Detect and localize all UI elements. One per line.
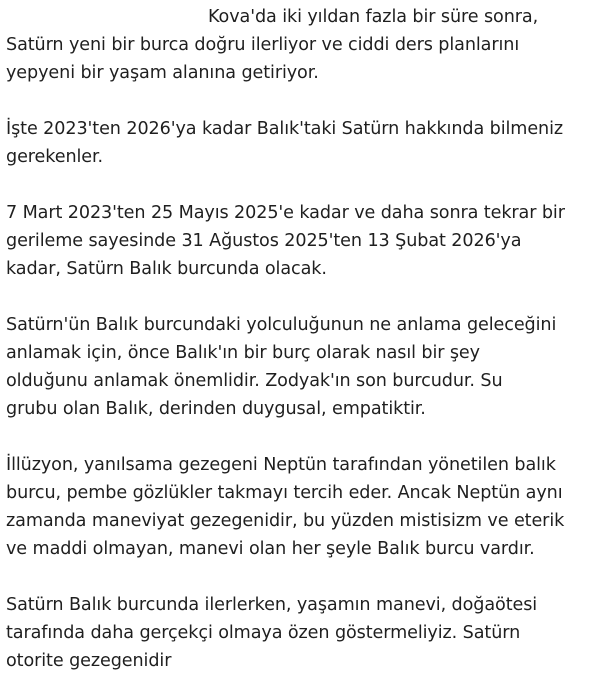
text-line: olduğunu anlamak önemlidir. Zodyak'ın son burcudur. Su <box>6 371 503 391</box>
text-line: 7 Mart 2023'ten 25 Mayıs 2025'e kadar ve daha sonra tekrar bir <box>6 203 565 223</box>
text-line: İllüzyon, yanılsama gezegeni Neptün tarafından yönetilen balık <box>6 455 556 475</box>
paragraph-5 <box>6 451 598 563</box>
text-line: gerekenler. <box>6 147 104 167</box>
text-line: yepyeni bir yaşam alanına getiriyor. <box>6 63 319 83</box>
text-line: Kova'da iki yıldan fazla bir süre sonra, <box>208 7 539 27</box>
paragraph-1 <box>6 3 598 87</box>
text-line: anlamak için, önce Balık'ın bir burç olarak nasıl bir şey <box>6 343 480 363</box>
text-line: Satürn'ün Balık burcundaki yolculuğunun ne anlama geleceğini <box>6 315 557 335</box>
paragraph-3 <box>6 199 598 283</box>
text-line: ve maddi olmayan, manevi olan her şeyle Balık burcu vardır. <box>6 539 535 559</box>
text-line: tarafında daha gerçekçi olmaya özen göstermeliyiz. Satürn <box>6 623 521 643</box>
text-line: Satürn Balık burcunda ilerlerken, yaşamın manevi, doğaötesi <box>6 595 538 615</box>
text-line: gerileme sayesinde 31 Ağustos 2025'ten 13 Şubat 2026'ya <box>6 231 522 251</box>
paragraph-2 <box>6 115 598 171</box>
text-line: otorite gezegenidir <box>6 651 172 671</box>
text-line: burcu, pembe gözlükler takmayı tercih eder. Ancak Neptün aynı <box>6 483 563 503</box>
text-line: grubu olan Balık, derinden duygusal, empatiktir. <box>6 399 426 419</box>
paragraph-6 <box>6 591 598 675</box>
text-line: zamanda maneviyat gezegenidir, bu yüzden mistisizm ve eterik <box>6 511 565 531</box>
text-line: İşte 2023'ten 2026'ya kadar Balık'taki Satürn hakkında bilmeniz <box>6 119 564 139</box>
paragraph-4 <box>6 311 598 423</box>
text-line: kadar, Satürn Balık burcunda olacak. <box>6 259 327 279</box>
text-line: Satürn yeni bir burca doğru ilerliyor ve ciddi ders planlarını <box>6 35 520 55</box>
document-body <box>6 3 598 675</box>
